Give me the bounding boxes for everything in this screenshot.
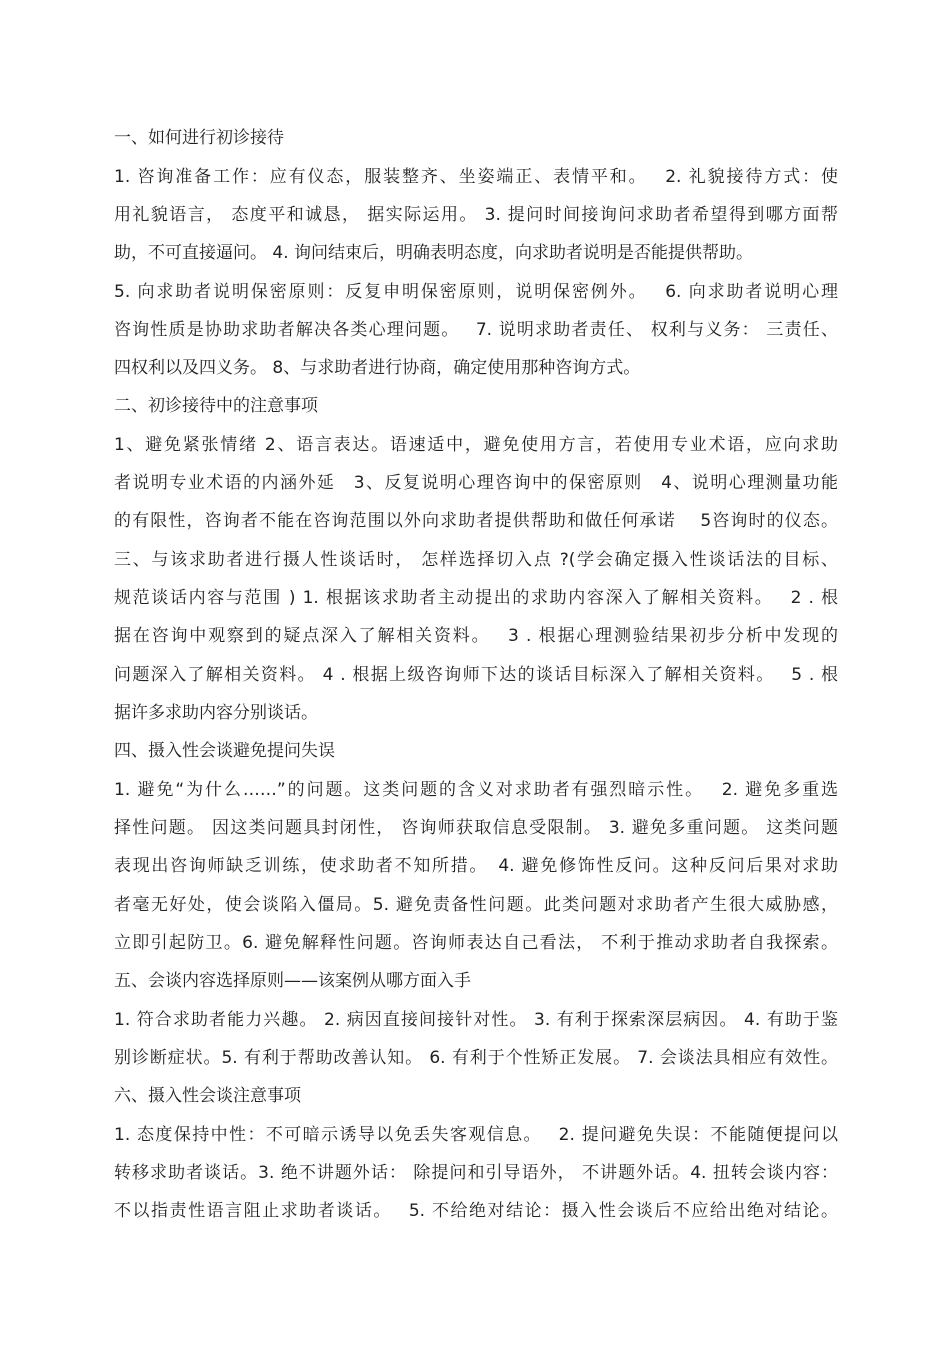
- paragraph-line: 规范谈话内容与范围 ) 1. 根据该求助者主动提出的求助内容深入了解相关资料。 2 . 根: [114, 588, 838, 608]
- paragraph-line: 表现出咨询师缺乏训练，使求助者不知所措。 4. 避免修饰性反问。这种反问后果对求助: [114, 856, 838, 876]
- paragraph-line: 问题深入了解相关资料。 4 . 根据上级咨询师下达的谈话目标深入了解相关资料。 5 . 根: [114, 665, 838, 685]
- section-heading-4: 四、摄入性会谈避免提问失误: [114, 741, 335, 761]
- section-heading-3: 三、与该求助者进行摄人性谈话时， 怎样选择切入点 ?(学会确定摄入性谈话法的目标、: [114, 550, 838, 570]
- section-heading-2: 二、初诊接待中的注意事项: [114, 396, 318, 416]
- paragraph-line: 用礼貌语言， 态度平和诚恳， 据实际运用。 3. 提问时间接询问求助者希望得到哪方面帮: [114, 205, 838, 225]
- section-heading-1: 一、如何进行初诊接待: [114, 128, 284, 148]
- paragraph-line: 5. 向求助者说明保密原则：反复申明保密原则，说明保密例外。 6. 向求助者说明心理: [114, 282, 838, 302]
- paragraph-line: 1、避免紧张情绪 2、语言表达。语速适中，避免使用方言，若使用专业术语，应向求助: [114, 435, 838, 455]
- section-heading-6: 六、摄入性会谈注意事项: [114, 1086, 301, 1106]
- paragraph-line: 转移求助者谈话。3. 绝不讲题外话： 除提问和引导语外， 不讲题外话。4. 扭转会谈内容：: [114, 1163, 838, 1183]
- paragraph-line: 咨询性质是协助求助者解决各类心理问题。 7. 说明求助者责任、 权利与义务： 三责任、: [114, 320, 838, 340]
- paragraph-line: 助，不可直接逼问。 4. 询问结束后，明确表明态度，向求助者说明是否能提供帮助。: [114, 243, 754, 263]
- paragraph-line: 四权利以及四义务。 8、与求助者进行协商，确定使用那种咨询方式。: [114, 358, 641, 378]
- paragraph-line: 立即引起防卫。6. 避免解释性问题。咨询师表达自己看法， 不利于推动求助者自我探索。: [114, 933, 838, 953]
- paragraph-line: 1. 避免“为什么……”的问题。这类问题的含义对求助者有强烈暗示性。 2. 避免多重选: [114, 780, 838, 800]
- paragraph-line: 的有限性，咨询者不能在咨询范围以外向求助者提供帮助和做任何承诺 5咨询时的仪态。: [114, 511, 838, 531]
- paragraph-line: 据许多求助内容分别谈话。: [114, 703, 318, 723]
- paragraph-line: 不以指责性语言阻止求助者谈话。 5. 不给绝对结论：摄入性会谈后不应给出绝对结论。: [114, 1201, 838, 1221]
- paragraph-line: 择性问题。 因这类问题具封闭性， 咨询师获取信息受限制。 3. 避免多重问题。 这类问题: [114, 818, 838, 838]
- paragraph-line: 别诊断症状。5. 有利于帮助改善认知。 6. 有利于个性矫正发展。 7. 会谈法具相应有效性。: [114, 1048, 838, 1068]
- section-heading-5: 五、会谈内容选择原则——该案例从哪方面入手: [114, 971, 471, 991]
- paragraph-line: 据在咨询中观察到的疑点深入了解相关资料。 3 . 根据心理测验结果初步分析中发现的: [114, 626, 838, 646]
- paragraph-line: 1. 咨询准备工作：应有仪态，服装整齐、坐姿端正、表情平和。 2. 礼貌接待方式：使: [114, 167, 838, 187]
- paragraph-line: 者说明专业术语的内涵外延 3、反复说明心理咨询中的保密原则 4、说明心理测量功能: [114, 473, 838, 493]
- paragraph-line: 1. 符合求助者能力兴趣。 2. 病因直接间接针对性。 3. 有利于探索深层病因。 4. 有助于鉴: [114, 1010, 838, 1030]
- paragraph-line: 者毫无好处，使会谈陷入僵局。5. 避免责备性问题。此类问题对求助者产生很大威胁感，: [114, 895, 838, 915]
- paragraph-line: 1. 态度保持中性：不可暗示诱导以免丢失客观信息。 2. 提问避免失误：不能随便提问以: [114, 1125, 838, 1145]
